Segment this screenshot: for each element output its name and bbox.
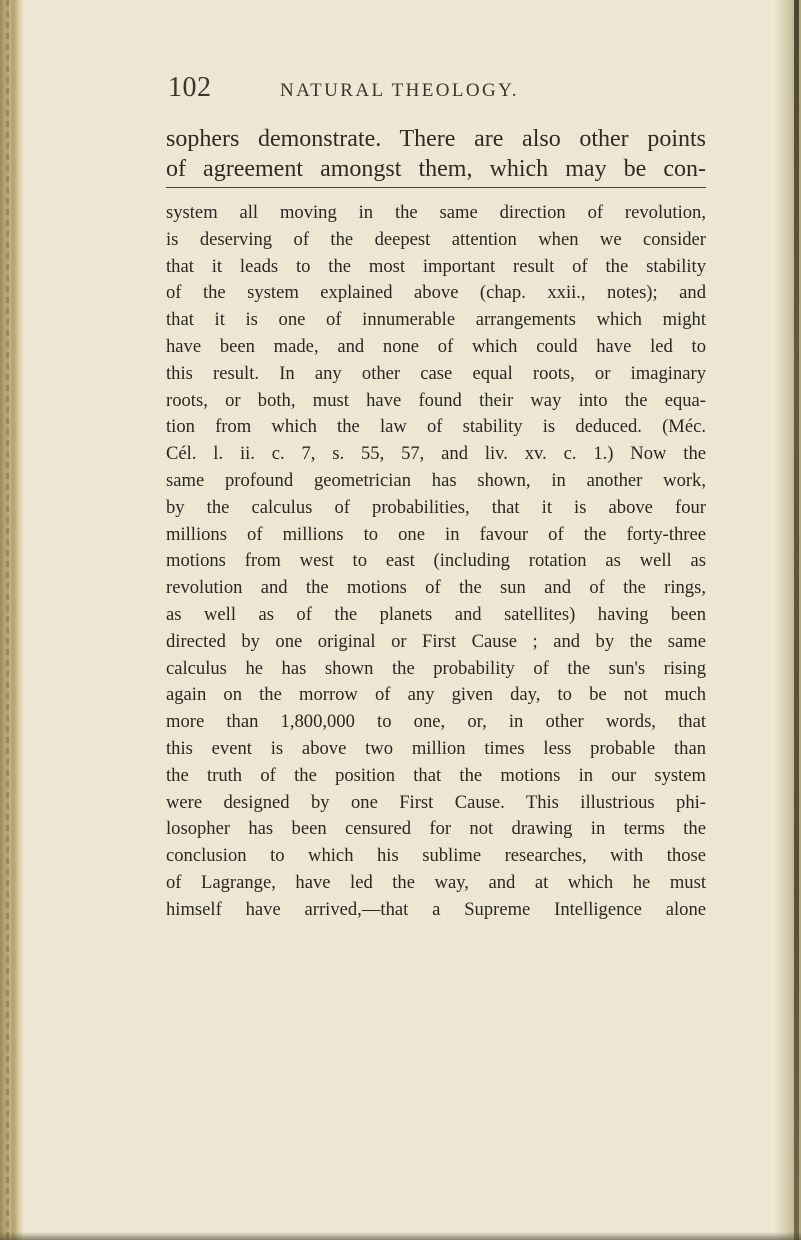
footnote-line: roots, or both, must have found their way into the equa- bbox=[166, 389, 706, 411]
footnote-line: same profound geometrician has shown, in another work, bbox=[166, 469, 706, 491]
footnote-line: by the calculus of probabilities, that it is above four bbox=[166, 496, 706, 518]
footnote-line: were designed by one First Cause. This illustrious phi- bbox=[166, 791, 706, 813]
footnote-line: again on the morrow of any given day, to be not much bbox=[166, 684, 706, 706]
footnote-line: the truth of the position that the motions in our system bbox=[166, 764, 706, 786]
main-text bbox=[166, 124, 706, 184]
page-number: 102 bbox=[168, 72, 212, 103]
footnote-line: directed by one original or First Cause ; and by the same bbox=[166, 630, 706, 652]
footnote-line: revolution and the motions of the sun and of the rings, bbox=[166, 577, 706, 599]
footnote-line: Cél. l. ii. c. 7, s. 55, 57, and liv. xv. c. 1.) Now the bbox=[166, 443, 706, 465]
running-head: NATURAL THEOLOGY. bbox=[280, 80, 519, 101]
page-right-edge bbox=[775, 0, 801, 1240]
footnote-line: more than 1,800,000 to one, or, in other words, that bbox=[166, 711, 706, 733]
footnote-line: this event is above two million times less probable than bbox=[166, 737, 706, 759]
footnote-line: conclusion to which his sublime researches, with those bbox=[166, 845, 706, 867]
footnote-line: millions of millions to one in favour of the forty-three bbox=[166, 523, 706, 545]
footnote-line: that it is one of innumerable arrangements which might bbox=[166, 309, 706, 331]
footnote-line: this result. In any other case equal roots, or imaginary bbox=[166, 362, 706, 384]
footnote-line: of Lagrange, have led the way, and at which he must bbox=[166, 871, 706, 893]
page-bottom-edge bbox=[0, 1232, 801, 1240]
footnote-line: losopher has been censured for not drawing in terms the bbox=[166, 818, 706, 840]
footnote-line: have been made, and none of which could have led to bbox=[166, 335, 706, 357]
main-text-line: of agreement amongst them, which may be con- bbox=[166, 156, 706, 182]
footnote-line: is deserving of the deepest attention when we consider bbox=[166, 228, 706, 250]
page-binding-edge bbox=[0, 0, 24, 1240]
footnote-line: as well as of the planets and satellites) having been bbox=[166, 603, 706, 625]
footnote bbox=[166, 200, 706, 924]
main-text-line: sophers demonstrate. There are also other points bbox=[166, 126, 706, 152]
footnote-line: calculus he has shown the probability of the sun's rising bbox=[166, 657, 706, 679]
footnote-line: himself have arrived,—that a Supreme Intelligence alone bbox=[166, 898, 706, 920]
footnote-line: tion from which the law of stability is deduced. (Méc. bbox=[166, 416, 706, 438]
footnote-line: of the system explained above (chap. xxii., notes); and bbox=[166, 282, 706, 304]
footnote-line: that it leads to the most important result of the stability bbox=[166, 255, 706, 277]
footnote-line: system all moving in the same direction of revolution, bbox=[166, 202, 706, 223]
footnote-line: motions from west to east (including rotation as well as bbox=[166, 550, 706, 572]
footnote-divider bbox=[166, 187, 706, 188]
page-header bbox=[168, 72, 688, 108]
